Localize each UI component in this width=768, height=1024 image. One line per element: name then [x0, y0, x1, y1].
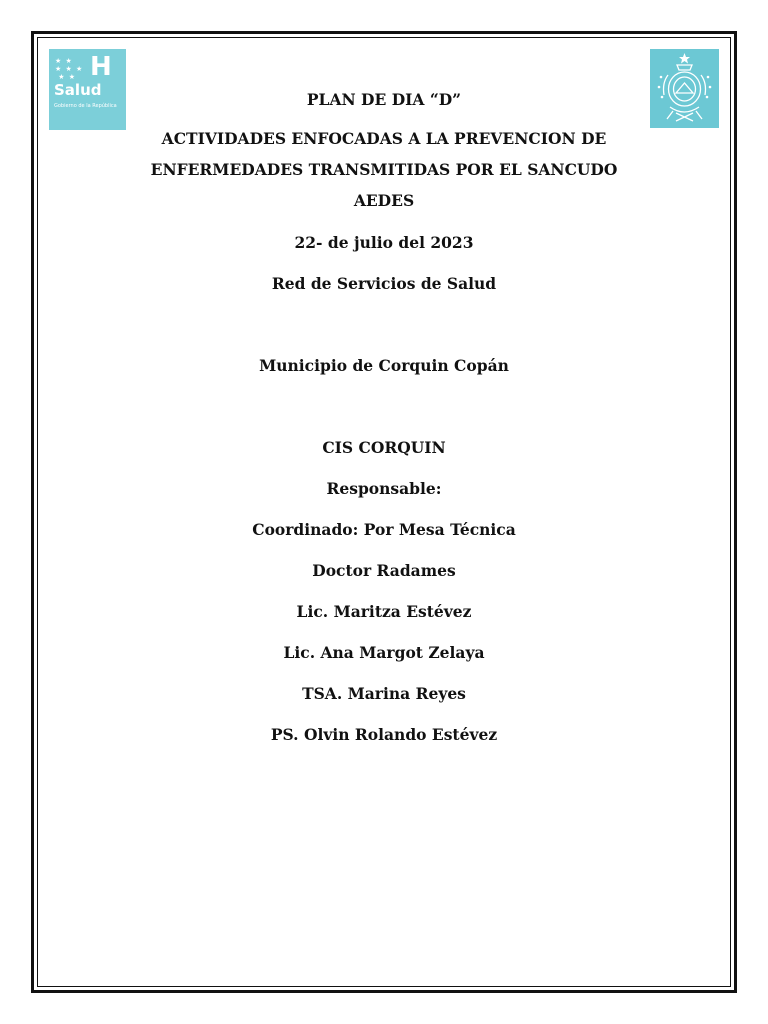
municipality: Municipio de Corquin Copán [259, 356, 509, 375]
person-2: Lic. Maritza Estévez [296, 602, 472, 621]
activities-title: ACTIVIDADES ENFOCADAS A LA PREVENCION DE ENFERMEDADES TRANSMITIDAS POR EL SANCUDO AEDES [150, 129, 618, 210]
logo-subtitle: Gobierno de la República [54, 103, 117, 109]
document-date: 22- de julio del 2023 [294, 233, 474, 252]
logo-word: Salud [54, 81, 102, 99]
plan-title: PLAN DE DIA “D” [306, 90, 462, 109]
person-4: TSA. Marina Reyes [302, 684, 466, 703]
coordinated-by: Coordinado: Por Mesa Técnica [252, 520, 516, 539]
logo-letter: H [90, 52, 112, 82]
person-1: Doctor Radames [312, 561, 456, 580]
document-content [100, 86, 668, 745]
health-center: CIS CORQUIN [322, 438, 446, 457]
person-3: Lic. Ana Margot Zelaya [283, 643, 485, 662]
health-network: Red de Servicios de Salud [271, 274, 497, 293]
responsible-label: Responsable: [326, 479, 442, 498]
stars-icon: ★ ★ ★ ★ ★ ★ ★ [55, 57, 84, 81]
person-5: PS. Olvin Rolando Estévez [270, 725, 498, 744]
